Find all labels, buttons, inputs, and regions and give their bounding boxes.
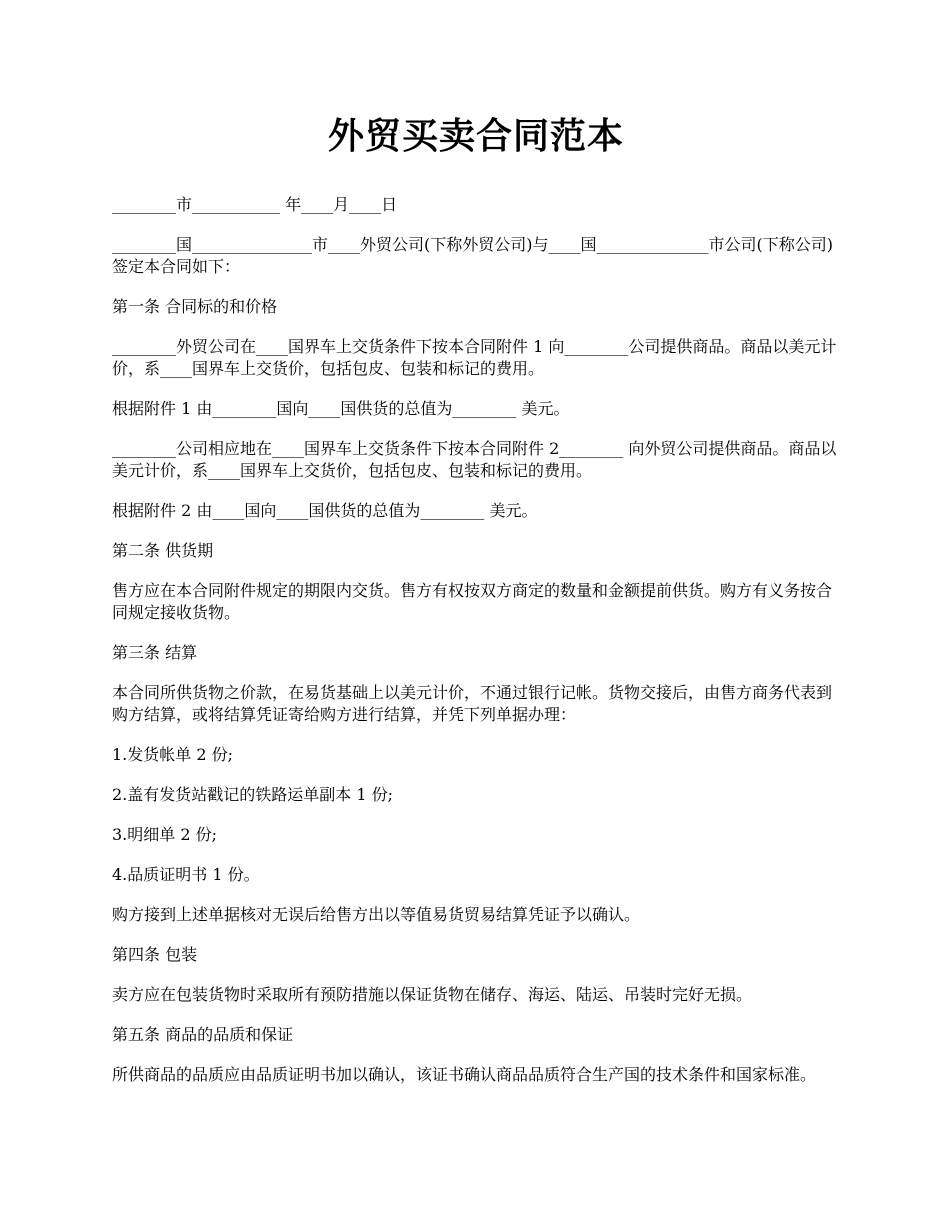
article-3-heading: 第三条 结算 bbox=[112, 643, 198, 662]
list-item: 1.发货帐单 2 份; bbox=[112, 745, 234, 764]
parties-paragraph: ________国_______________市____外贸公司(下称外贸公司)与____国______________市公司(下称公司)签定本合同如下： bbox=[112, 235, 833, 276]
article-5-heading: 第五条 商品的品质和保证 bbox=[112, 1025, 294, 1044]
article-1-clause-4: 根据附件 2 由____国向____国供货的总值为________ 美元。 bbox=[112, 501, 538, 520]
article-1-clause-1: ________外贸公司在____国界车上交货条件下按本合同附件 1 向________公司提供商品。商品以美元计价，系____国界车上交货价，包括包皮、包装和标记的费用。 bbox=[112, 337, 837, 378]
list-item: 3.明细单 2 份; bbox=[112, 825, 218, 844]
article-4-body: 卖方应在包装货物时采取所有预防措施以保证货物在储存、海运、陆运、吊装时完好无损。 bbox=[112, 985, 753, 1004]
article-5-body: 所供商品的品质应由品质证明书加以确认，该证书确认商品品质符合生产国的技术条件和国家标准。 bbox=[112, 1065, 817, 1084]
article-4-heading: 第四条 包装 bbox=[112, 945, 198, 964]
document-title: 外贸买卖合同范本 bbox=[327, 115, 624, 157]
article-1-clause-2: 根据附件 1 由________国向____国供货的总值为________ 美元。 bbox=[112, 399, 570, 418]
list-item: 4.品质证明书 1 份。 bbox=[112, 865, 260, 884]
list-item: 2.盖有发货站戳记的铁路运单副本 1 份; bbox=[112, 785, 394, 804]
article-3-confirmation: 购方接到上述单据核对无误后给售方出以等值易货贸易结算凭证予以确认。 bbox=[112, 905, 641, 924]
article-3-body: 本合同所供货物之价款，在易货基础上以美元计价，不通过银行记帐。货物交接后，由售方商务代表到购方结算，或将结算凭证寄给购方进行结算，并凭下列单据办理： bbox=[112, 683, 833, 724]
article-2-heading: 第二条 供货期 bbox=[112, 541, 214, 560]
article-2-body: 售方应在本合同附件规定的期限内交货。售方有权按双方商定的数量和金额提前供货。购方有义务按合同规定接收货物。 bbox=[112, 581, 833, 622]
date-line: ________市___________ 年____月____日 bbox=[112, 195, 398, 214]
article-1-heading: 第一条 合同标的和价格 bbox=[112, 297, 278, 316]
article-1-clause-3: ________公司相应地在____国界车上交货条件下按本合同附件 2________ 向外贸公司提供商品。商品以美元计价，系____国界车上交货价，包括包皮、包装和标记的费用。 bbox=[112, 439, 837, 480]
